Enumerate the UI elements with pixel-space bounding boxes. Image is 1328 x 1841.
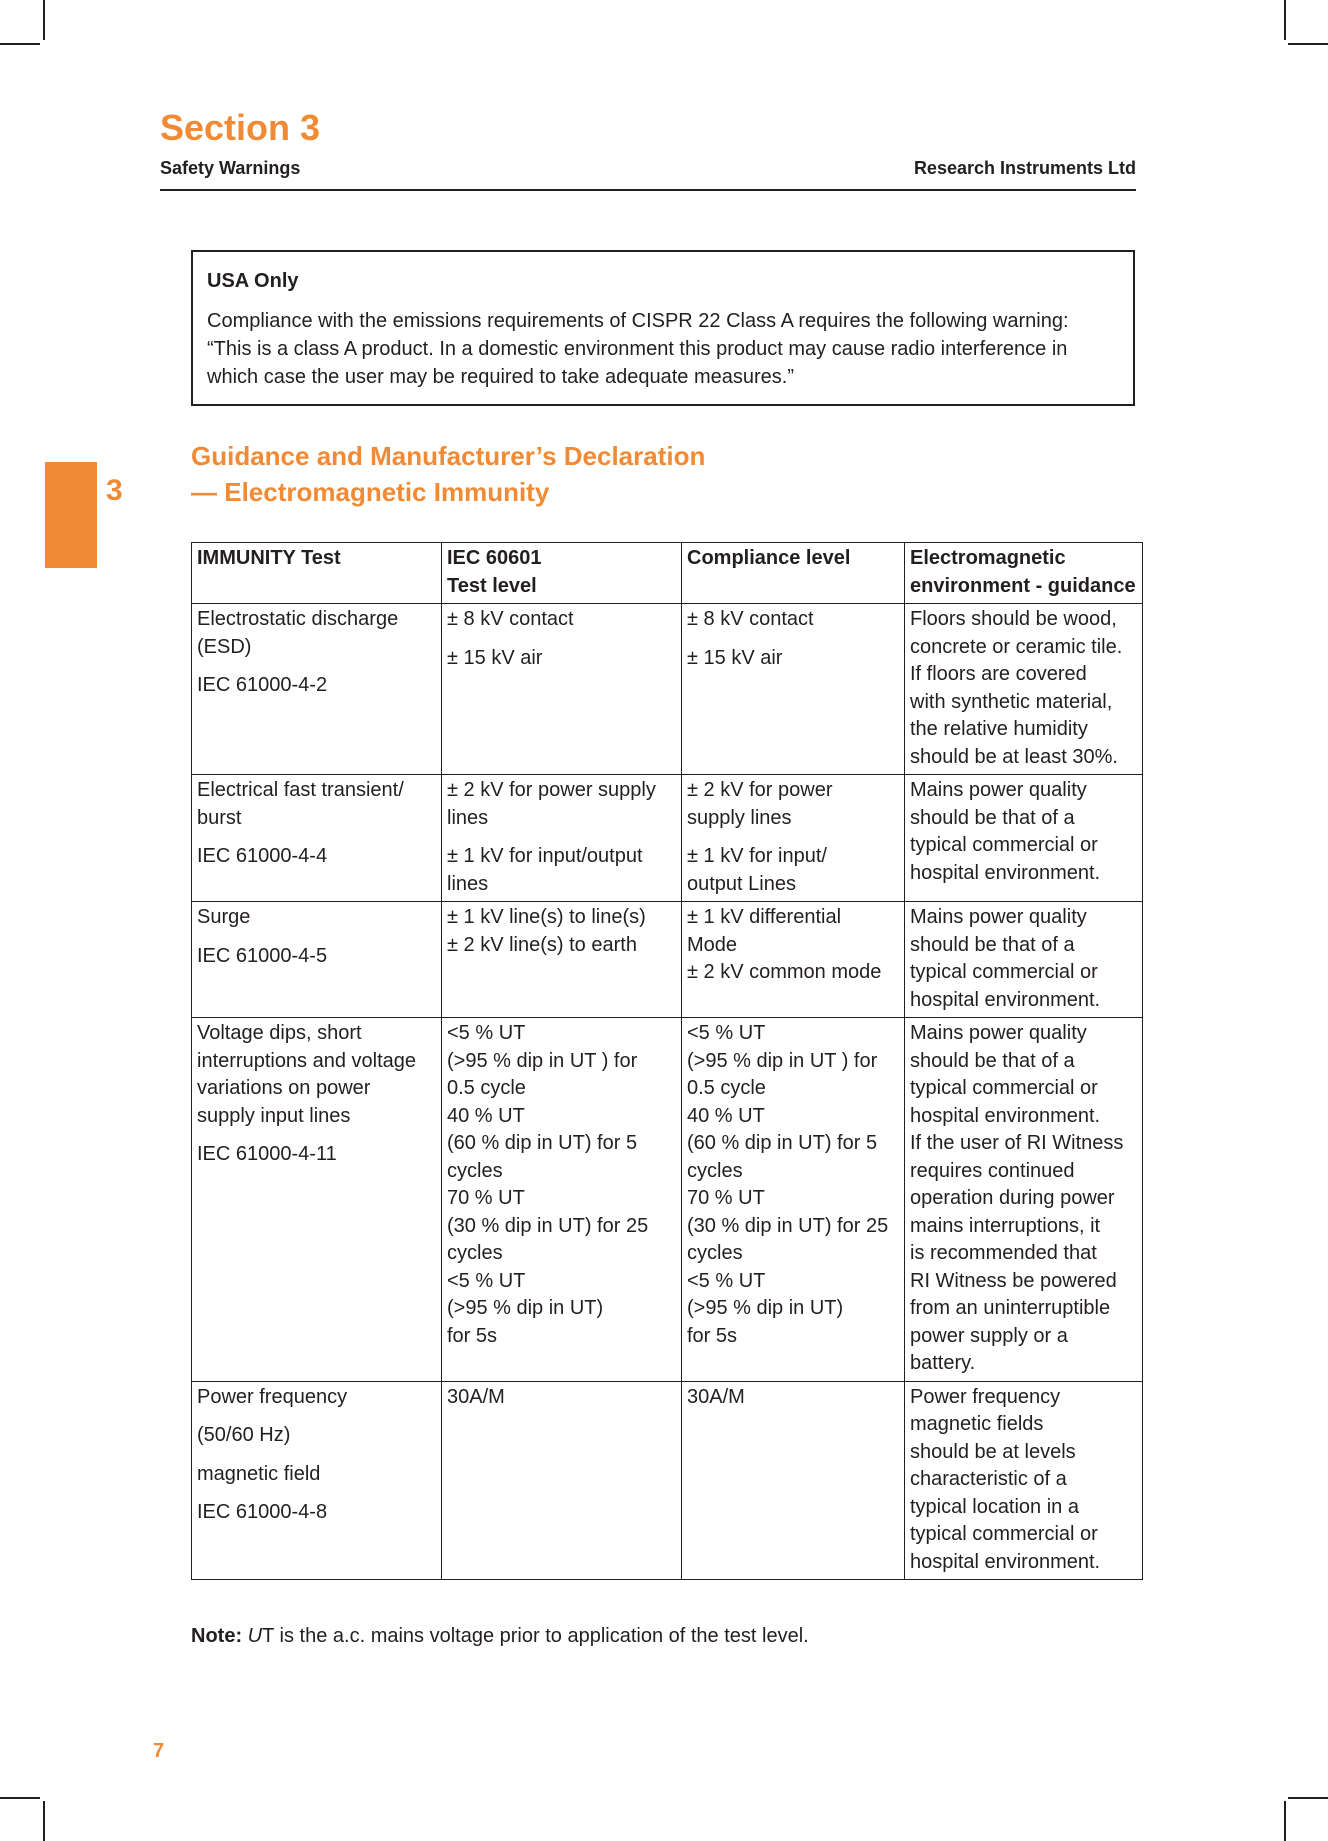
crop-mark (43, 1801, 45, 1841)
cell-line: (>95 % dip in UT) (687, 1297, 844, 1319)
cell-line: RI Witness be powered (910, 1269, 1117, 1292)
cell-line: output Lines (687, 872, 796, 895)
cell-paragraph (447, 645, 676, 673)
cell-line: interruptions and voltage (197, 1049, 417, 1072)
cell-paragraph (197, 943, 436, 971)
cell-paragraph (687, 1020, 899, 1350)
cell-line: burst (197, 806, 242, 829)
cell-line: (30 % dip in UT) for 25 (447, 1214, 649, 1237)
section-side-number: 3 (106, 474, 123, 507)
table-row (192, 604, 1143, 775)
cell-line: should be at levels (910, 1440, 1076, 1463)
table-row (192, 1381, 1143, 1580)
cell-line: for 5s (447, 1324, 498, 1347)
cell-compliance-level (682, 902, 905, 1018)
cell-paragraph (447, 904, 676, 959)
immunity-table (191, 542, 1143, 1580)
cell-line: ± 2 kV for power (687, 779, 833, 801)
crop-mark (1284, 1801, 1286, 1841)
cell-line: ± 1 kV differential (687, 906, 842, 928)
cell-line: IEC 61000-4-5 (197, 944, 328, 967)
cell-line: hospital environment. (910, 861, 1101, 884)
crop-mark (1288, 43, 1328, 45)
crop-mark (1288, 1797, 1328, 1799)
section-side-tab (45, 462, 97, 568)
cell-paragraph (687, 843, 899, 898)
cell-line: 30A/M (447, 1385, 505, 1408)
cell-line: hospital environment. (910, 1104, 1101, 1127)
header-company: Research Instruments Ltd (913, 158, 1136, 178)
cell-paragraph (910, 606, 1137, 771)
cell-test-level (442, 604, 682, 775)
header-subtitle: Safety Warnings (160, 158, 301, 178)
cell-line: 30A/M (687, 1385, 745, 1408)
cell-line: <5 % UT (687, 1022, 766, 1044)
guidance-heading-line1: Guidance and Manufacturer’s Declaration (191, 441, 706, 471)
cell-paragraph (687, 904, 899, 987)
cell-line: Mains power quality (910, 906, 1087, 928)
cell-paragraph (447, 843, 676, 898)
cell-line: ± 1 kV for input/output (447, 845, 643, 867)
cell-paragraph (197, 1384, 436, 1412)
cell-compliance-level (682, 1381, 905, 1580)
cell-line: should be that of a (910, 1049, 1075, 1072)
page-number: 7 (153, 1740, 165, 1762)
cell-line: (>95 % dip in UT ) for (447, 1049, 638, 1072)
cell-line: 0.5 cycle (447, 1077, 526, 1099)
cell-line: cycles (687, 1242, 743, 1264)
cell-line: cycles (447, 1159, 503, 1182)
cell-paragraph (447, 1384, 676, 1412)
cell-compliance-level (682, 775, 905, 902)
cell-paragraph (447, 1020, 676, 1350)
notice-line: which case the user may be required to take adequate measures.” (207, 366, 794, 388)
cell-paragraph (197, 843, 436, 871)
cell-paragraph (910, 904, 1137, 1014)
cell-line: Power frequency (197, 1385, 348, 1408)
cell-line: is recommended that (910, 1242, 1097, 1264)
cell-environment-guidance (905, 775, 1143, 902)
cell-line: lines (447, 806, 489, 829)
cell-paragraph (447, 606, 676, 634)
cell-line: Electrical fast transient/ (197, 779, 404, 801)
cell-paragraph (197, 1422, 436, 1450)
table-row (192, 775, 1143, 902)
cell-line: ± 15 kV air (687, 646, 783, 669)
cell-line: should be that of a (910, 806, 1075, 829)
cell-line: IEC 61000-4-8 (197, 1501, 328, 1523)
cell-paragraph (197, 904, 436, 932)
cell-line: ± 8 kV contact (447, 608, 574, 630)
cell-paragraph (910, 777, 1137, 887)
cell-line: ± 8 kV contact (687, 608, 814, 630)
cell-line: typical commercial or (910, 1077, 1098, 1099)
cell-line: variations on power (197, 1077, 371, 1099)
cell-line: should be at least 30%. (910, 745, 1118, 768)
cell-line: Floors should be wood, (910, 608, 1117, 630)
cell-line: Electrostatic discharge (197, 608, 399, 630)
cell-line: with synthetic material, (910, 690, 1113, 713)
cell-line: requires continued (910, 1159, 1075, 1182)
cell-line: Voltage dips, short (197, 1022, 362, 1044)
cell-line: IEC 61000-4-2 (197, 674, 328, 696)
cell-environment-guidance (905, 1018, 1143, 1382)
cell-line: Surge (197, 906, 251, 928)
cell-paragraph (197, 1141, 436, 1169)
cell-paragraph (687, 1384, 899, 1412)
cell-line: for 5s (687, 1324, 738, 1347)
crop-mark (0, 1797, 40, 1799)
cell-line: IEC 61000-4-11 (197, 1143, 337, 1165)
header-test-level (442, 543, 682, 604)
crop-mark (1284, 0, 1286, 40)
cell-line: typical location in a (910, 1495, 1079, 1518)
cell-line: ± 2 kV for power supply (447, 779, 656, 801)
cell-line: If the user of RI Witness (910, 1132, 1124, 1154)
cell-line: cycles (687, 1159, 743, 1182)
cell-line: 70 % UT (687, 1187, 765, 1209)
cell-line: typical commercial or (910, 834, 1098, 856)
cell-line: Mains power quality (910, 779, 1087, 801)
cell-line: 0.5 cycle (687, 1077, 766, 1099)
cell-line: the relative humidity (910, 718, 1088, 740)
cell-line: (>95 % dip in UT) (447, 1297, 604, 1319)
cell-line: concrete or ceramic tile. (910, 635, 1123, 658)
table-row (192, 1018, 1143, 1382)
cell-line: magnetic field (197, 1462, 321, 1485)
cell-line: (30 % dip in UT) for 25 (687, 1214, 889, 1237)
note-text: T is the a.c. mains voltage prior to application of the test level. (262, 1625, 809, 1647)
table-note (191, 1622, 809, 1650)
table-header-row (192, 543, 1143, 604)
cell-paragraph (910, 1384, 1137, 1577)
cell-paragraph (687, 606, 899, 634)
immunity-table-body (192, 604, 1143, 1580)
header-line: environment - guidance (910, 574, 1136, 597)
cell-line: 40 % UT (687, 1104, 765, 1127)
cell-line: Mode (687, 933, 738, 956)
cell-compliance-level (682, 1018, 905, 1382)
cell-line: supply input lines (197, 1104, 351, 1127)
cell-line: operation during power (910, 1187, 1115, 1209)
note-label: Note: (191, 1625, 243, 1647)
cell-environment-guidance (905, 902, 1143, 1018)
cell-line: Power frequency (910, 1385, 1061, 1408)
cell-line: (60 % dip in UT) for 5 (447, 1132, 638, 1154)
cell-line: 40 % UT (447, 1104, 525, 1127)
cell-line: (50/60 Hz) (197, 1424, 291, 1446)
cell-environment-guidance (905, 604, 1143, 775)
cell-line: hospital environment. (910, 988, 1101, 1011)
cell-paragraph (687, 777, 899, 832)
cell-environment-guidance (905, 1381, 1143, 1580)
cell-immunity-test (192, 1381, 442, 1580)
cell-line: IEC 61000-4-4 (197, 845, 328, 867)
cell-line: should be that of a (910, 933, 1075, 956)
cell-line: If floors are covered (910, 663, 1087, 685)
cell-paragraph (197, 1020, 436, 1130)
cell-line: supply lines (687, 806, 792, 829)
header-line: Electromagnetic (910, 547, 1066, 569)
cell-line: ± 2 kV line(s) to earth (447, 933, 637, 956)
notice-title: USA Only (207, 270, 299, 292)
cell-line: battery. (910, 1352, 976, 1374)
cell-line: <5 % UT (447, 1022, 526, 1044)
cell-line: typical commercial or (910, 1523, 1098, 1545)
cell-line: characteristic of a (910, 1468, 1067, 1490)
section-title: Section 3 (160, 107, 321, 148)
notice-line: Compliance with the emissions requirements of CISPR 22 Class A requires the following warning: (207, 310, 1069, 332)
cell-test-level (442, 1018, 682, 1382)
cell-immunity-test (192, 604, 442, 775)
cell-immunity-test (192, 775, 442, 902)
cell-paragraph (197, 1461, 436, 1489)
cell-line: <5 % UT (687, 1269, 766, 1292)
cell-line: lines (447, 872, 489, 895)
cell-paragraph (687, 645, 899, 673)
cell-line: ± 1 kV for input/ (687, 845, 827, 867)
header-compliance-level: Compliance level (682, 543, 905, 604)
cell-paragraph (197, 777, 436, 832)
crop-mark (43, 0, 45, 40)
cell-line: magnetic fields (910, 1413, 1044, 1435)
guidance-heading (191, 438, 705, 510)
cell-line: Mains power quality (910, 1022, 1087, 1044)
cell-line: from an uninterruptible (910, 1297, 1111, 1319)
cell-line: (ESD) (197, 635, 252, 658)
cell-paragraph (197, 672, 436, 700)
cell-line: (>95 % dip in UT ) for (687, 1049, 878, 1072)
note-symbol: U (247, 1625, 263, 1647)
cell-line: ± 1 kV line(s) to line(s) (447, 906, 646, 928)
header-line: IEC 60601 (447, 547, 542, 569)
cell-line: <5 % UT (447, 1269, 526, 1292)
cell-test-level (442, 775, 682, 902)
cell-paragraph (197, 1499, 436, 1527)
cell-line: 70 % UT (447, 1187, 525, 1209)
cell-paragraph (197, 606, 436, 661)
cell-line: ± 15 kV air (447, 646, 543, 669)
cell-paragraph (910, 1020, 1137, 1378)
cell-line: hospital environment. (910, 1550, 1101, 1573)
cell-immunity-test (192, 902, 442, 1018)
header-divider (160, 189, 1136, 191)
table-row (192, 902, 1143, 1018)
cell-line: (60 % dip in UT) for 5 (687, 1132, 878, 1154)
cell-line: cycles (447, 1242, 503, 1264)
cell-paragraph (447, 777, 676, 832)
cell-line: ± 2 kV common mode (687, 961, 882, 983)
notice-line: “This is a class A product. In a domestic environment this product may cause radio interference in (207, 338, 1068, 360)
guidance-heading-line2: — Electromagnetic Immunity (191, 477, 550, 507)
header-line: Test level (447, 574, 537, 597)
crop-mark (0, 43, 40, 45)
notice-text (207, 307, 1121, 391)
header-environment-guidance (905, 543, 1143, 604)
cell-test-level (442, 902, 682, 1018)
cell-compliance-level (682, 604, 905, 775)
cell-line: typical commercial or (910, 961, 1098, 983)
cell-immunity-test (192, 1018, 442, 1382)
header-immunity-test: IMMUNITY Test (192, 543, 442, 604)
cell-line: power supply or a (910, 1324, 1068, 1347)
cell-test-level (442, 1381, 682, 1580)
cell-line: mains interruptions, it (910, 1214, 1101, 1237)
usa-notice-box (191, 250, 1135, 406)
